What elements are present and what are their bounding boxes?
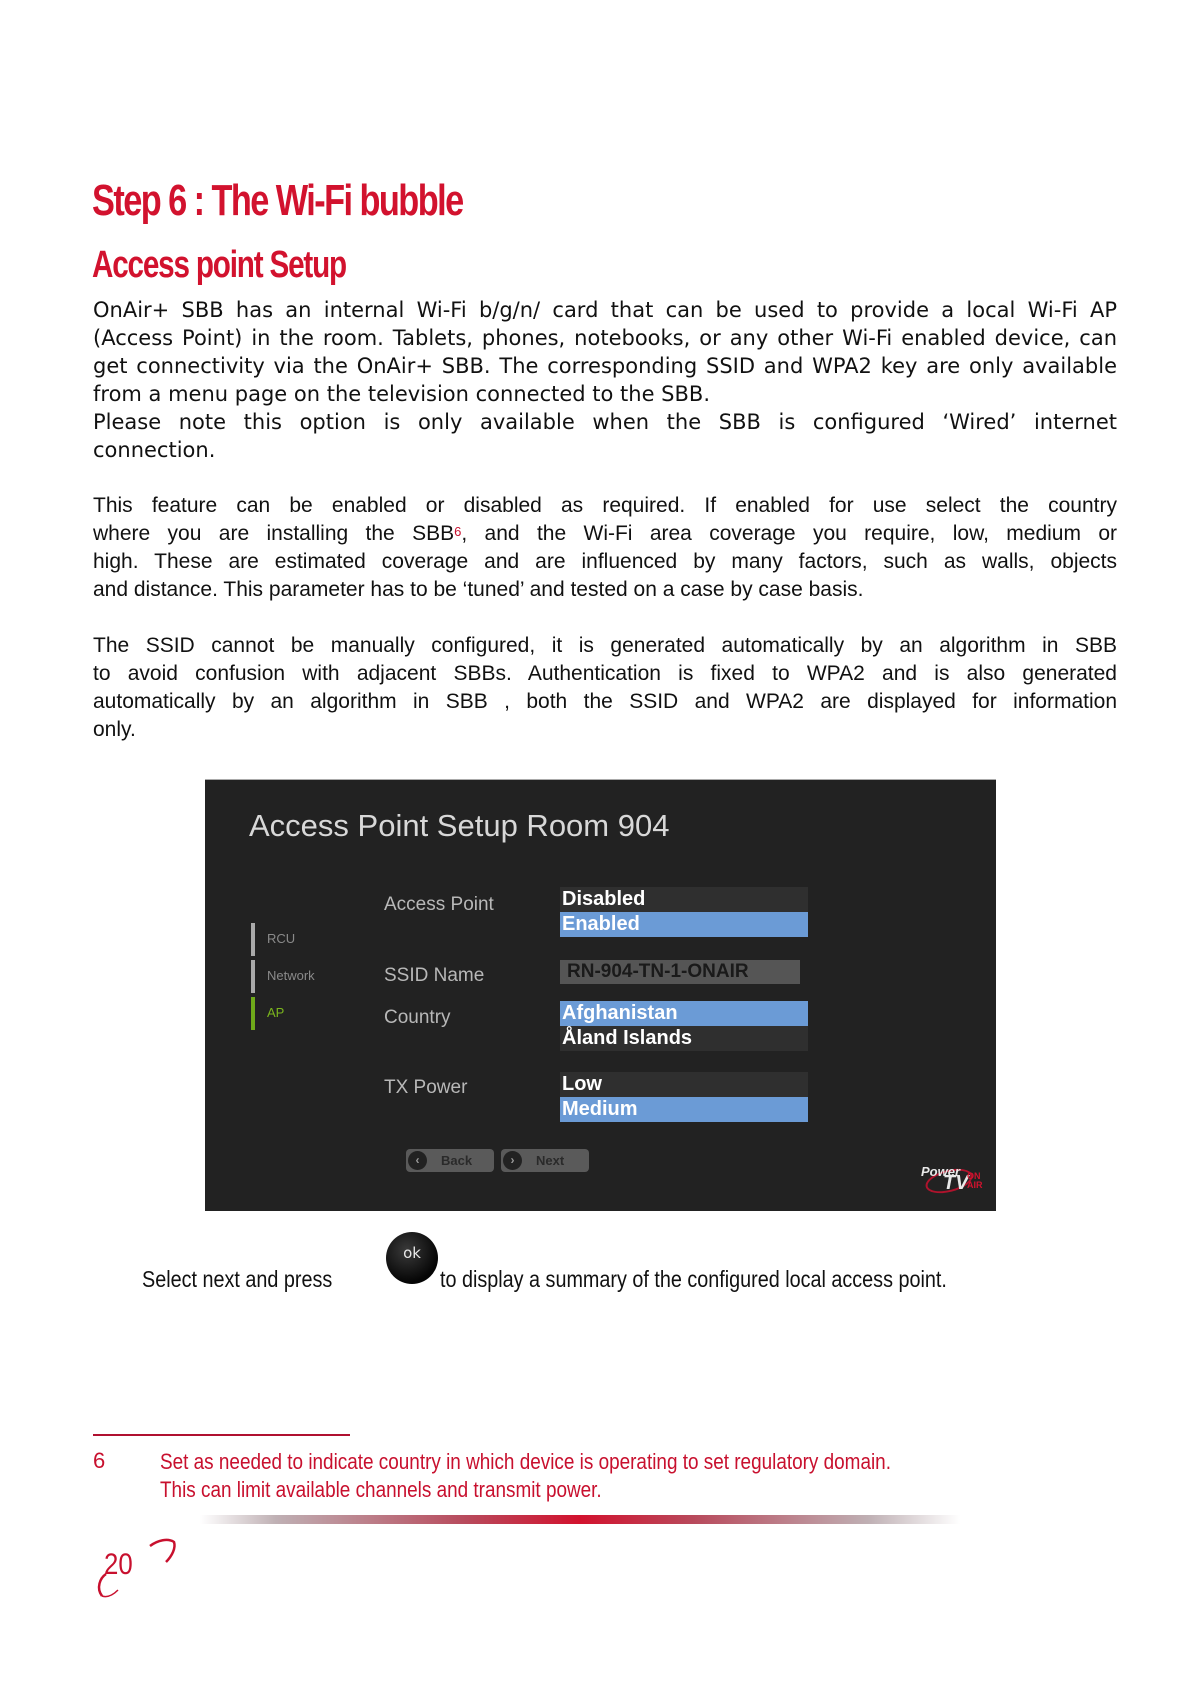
instruction-text-before: Select next and press — [142, 1266, 333, 1292]
access-point-option-enabled[interactable]: Enabled — [560, 912, 808, 937]
text-line: connection. — [93, 438, 216, 462]
nav-indicator — [251, 960, 255, 993]
footnote-ref[interactable]: 6 — [454, 524, 462, 539]
nav-label: RCU — [267, 931, 296, 946]
logo-power-text: Power — [921, 1164, 961, 1179]
ssid-paragraph — [93, 632, 1117, 744]
text-segment: , and the Wi-Fi area coverage you require, low, medium or — [461, 522, 1117, 545]
footnote-number: 6 — [93, 1448, 106, 1473]
next-button[interactable] — [501, 1149, 589, 1172]
tx-power-option-medium[interactable]: Medium — [560, 1097, 808, 1122]
footnote-line: Set as needed to indicate country in which device is operating to set regulatory domain. — [160, 1449, 891, 1474]
nav-label: AP — [267, 1005, 285, 1020]
text-line: (Access Point) in the room. Tablets, phones, notebooks, or any other Wi-Fi enabled device, can — [93, 326, 1117, 350]
nav-indicator — [251, 923, 255, 956]
footnote-text — [160, 1448, 891, 1504]
country-option-aland-islands[interactable]: Åland Islands — [560, 1026, 808, 1051]
logo-onair-text — [967, 1172, 983, 1190]
intro-paragraph — [93, 296, 1117, 464]
footnote-line: This can limit available channels and transmit power. — [160, 1477, 602, 1502]
country-option-afghanistan[interactable]: Afghanistan — [560, 1001, 808, 1026]
nav-indicator — [251, 997, 255, 1030]
chevron-right-icon: › — [503, 1151, 522, 1170]
page-title: Step 6 : The Wi-Fi bubble — [92, 176, 463, 225]
tx-power-label: TX Power — [384, 1077, 468, 1098]
chevron-left-icon: ‹ — [408, 1151, 427, 1170]
text-line: This feature can be enabled or disabled as required. If enabled for use select the country — [93, 494, 1117, 517]
ssid-field: RN-904-TN-1-ONAIR — [560, 960, 800, 984]
access-point-label: Access Point — [384, 894, 494, 915]
next-label: Next — [536, 1153, 565, 1168]
text-line: only. — [93, 718, 136, 741]
back-button[interactable] — [406, 1149, 494, 1172]
page-number: 20 — [104, 1548, 133, 1581]
text-line: and distance. This parameter has to be ‘tuned’ and tested on a case by case basis. — [93, 578, 864, 601]
feature-paragraph — [93, 492, 1117, 604]
text-line — [93, 520, 1117, 548]
logo-tv-text: TV — [943, 1172, 969, 1194]
screen-title: Access Point Setup Room 904 — [249, 808, 670, 843]
text-line: automatically by an algorithm in SBB , both the SSID and WPA2 are displayed for information — [93, 690, 1117, 713]
tv-screenshot-panel — [205, 779, 996, 1211]
powertv-onair-logo — [921, 1164, 983, 1194]
nav-label: Network — [267, 968, 315, 983]
nav-item-rcu[interactable] — [251, 923, 451, 955]
text-line: OnAir+ SBB has an internal Wi-Fi b/g/n/ card that can be used to provide a local Wi-Fi AP — [93, 298, 1117, 322]
section-title: Access point Setup — [92, 244, 346, 286]
text-line: from a menu page on the television connected to the SBB. — [93, 382, 710, 406]
text-line: high. These are estimated coverage and are influenced by many factors, such as walls, objects — [93, 550, 1117, 573]
text-segment: where you are installing the SBB — [93, 522, 455, 545]
ssid-label: SSID Name — [384, 965, 485, 986]
back-label: Back — [441, 1153, 473, 1168]
decorative-gradient-bar — [200, 1515, 960, 1524]
access-point-option-disabled[interactable]: Disabled — [560, 887, 808, 912]
text-line: The SSID cannot be manually configured, it is generated automatically by an algorithm in SBB — [93, 634, 1117, 657]
logo-on: ON — [967, 1171, 981, 1181]
tx-power-option-low[interactable]: Low — [560, 1072, 808, 1097]
ok-button-icon: ok — [386, 1232, 438, 1284]
text-line: Please note this option is only available when the SBB is configured ‘Wired’ internet — [93, 410, 1117, 434]
instruction-text-after: to display a summary of the configured local access point. — [440, 1266, 947, 1292]
footnote-divider — [93, 1434, 350, 1436]
country-label: Country — [384, 1007, 451, 1028]
text-line: to avoid confusion with adjacent SBBs. Authentication is fixed to WPA2 and is also generated — [93, 662, 1117, 685]
text-line: get connectivity via the OnAir+ SBB. The corresponding SSID and WPA2 key are only available — [93, 354, 1117, 378]
logo-air: AIR — [967, 1180, 983, 1190]
